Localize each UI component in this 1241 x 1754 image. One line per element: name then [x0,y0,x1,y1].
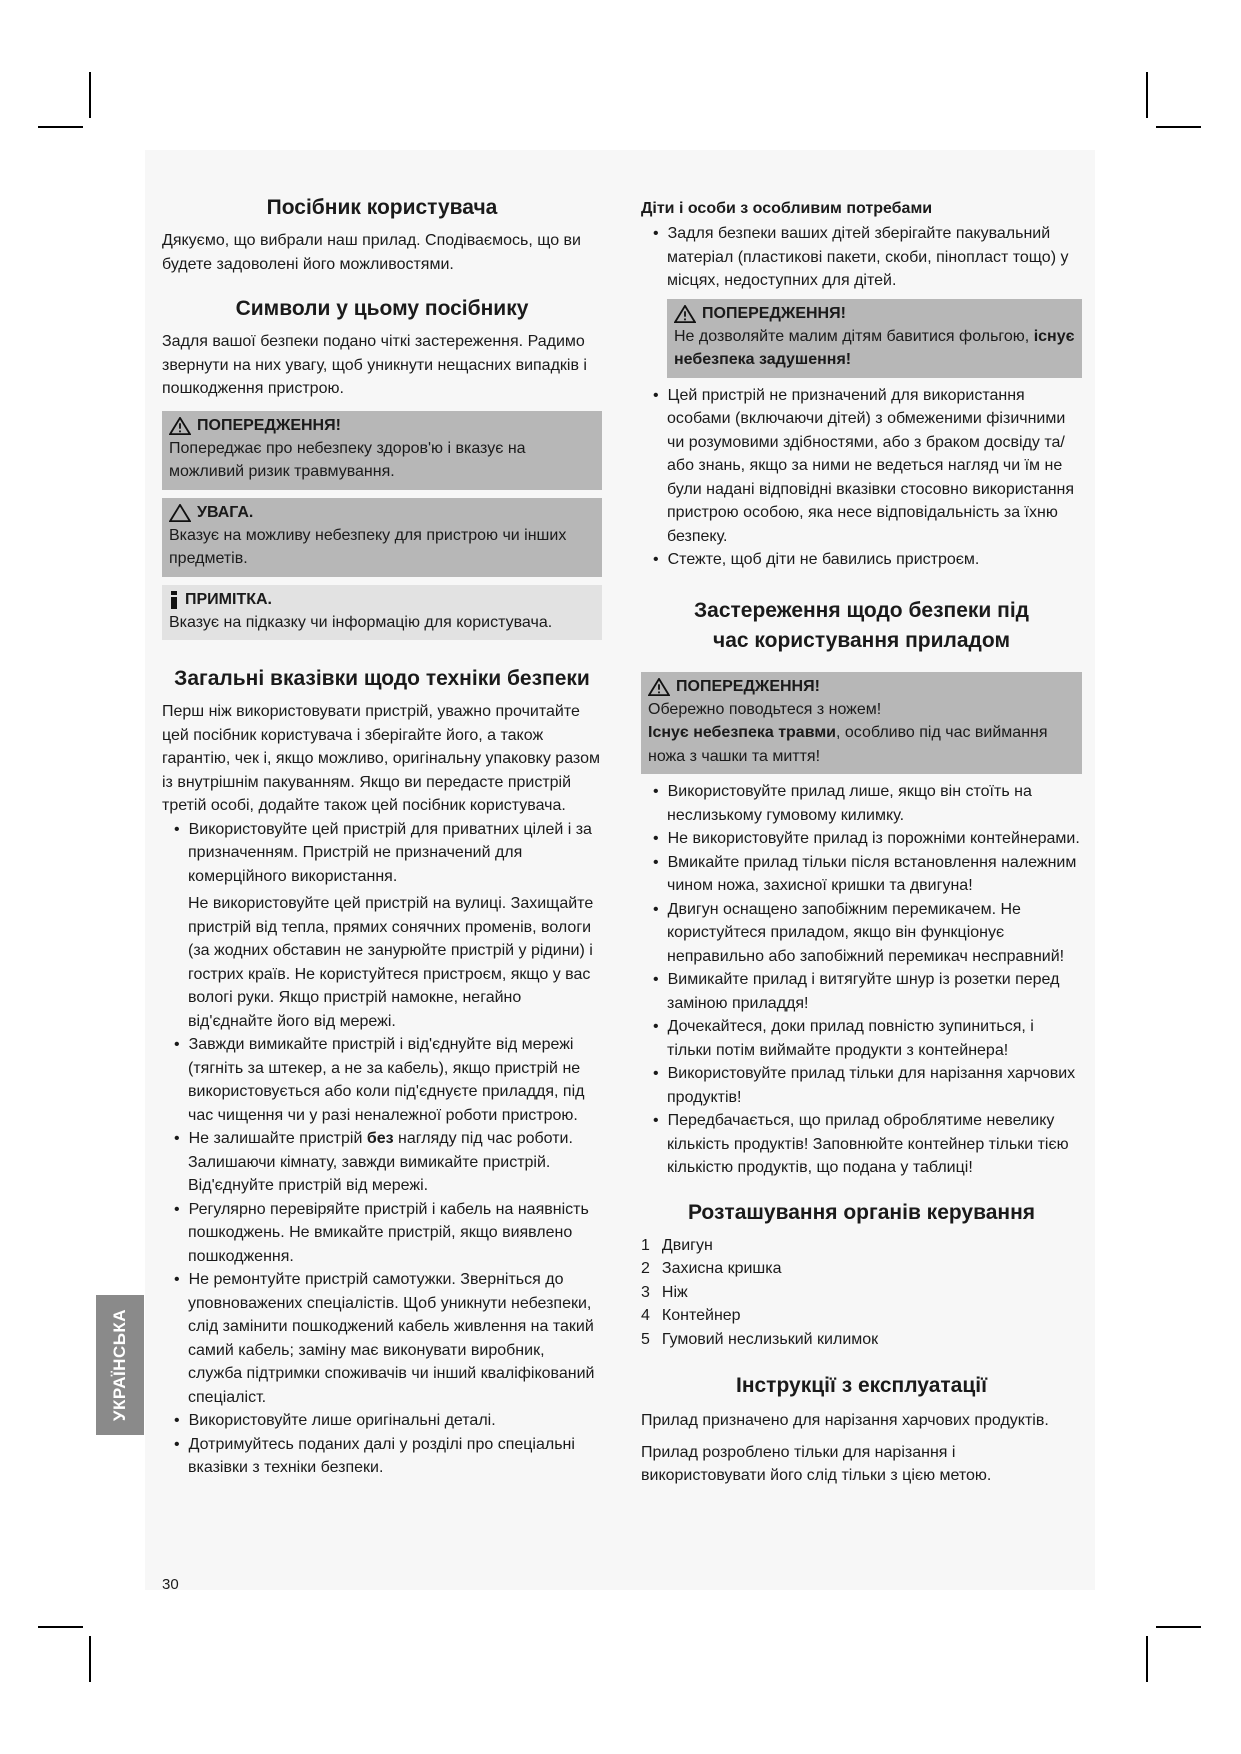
instructions-heading: Інструкції з експлуатації [735,1374,987,1397]
warning-triangle-icon [648,678,670,696]
right-column [641,198,1082,1488]
left-column [162,195,602,1480]
intro-text: Дякуємо, що вибрали наш прилад. Сподіваємось, що ви будете задоволені його можливостями. [162,232,581,273]
list-item: • Цей пристрій не призначений для використання особами (включаючи дітей) з обмеженими фізичними чи розумовими здібностями, або з браком досвіду та/або знань, якщо за ними не ведеться нагляд чи їм не були надані відповідні вказівки стосовно використання пристрою особою, яка несе відповідальність за їхню безпеку. [641,384,1082,549]
list-item: 2 Захисна кришка [641,1260,782,1277]
list-item: • Вмикайте прилад тільки після встановлення належним чином ножа, захисної кришки та двигуна! [641,851,1082,898]
instructions-text: Прилад розроблено тільки для нарізання і використовувати його слід тільки з цією метою. [641,1443,992,1484]
warning-label: ПОПЕРЕДЖЕННЯ! [197,416,341,434]
controls-list [641,1234,1082,1352]
instructions-text: Прилад призначено для нарізання харчових продуктів. [641,1412,1049,1429]
list-item: • Використовуйте прилад тільки для нарізання харчових продуктів! [641,1062,1082,1109]
usage-safety-list [641,780,1082,1180]
symbols-heading: Символи у цьому посібнику [235,297,529,320]
list-item: 4 Контейнер [641,1307,741,1324]
list-item: • Використовуйте цей пристрій для приватних цілей і за призначенням. Пристрій не призначений для комерційного використання. Не використовуйте цей пристрій на вулиці. Захищайте пристрій від тепла, прямих сонячних променів, вологи (за жодних обставин не занурюйте пристрій у рідини) і гострих країв. Не користуйтеся пристроєм, якщо у вас вологі руки. Якщо пристрій намокне, негайно від'єднайте його від мережі. [162,818,602,1034]
crop-mark [1146,1636,1148,1682]
symbols-intro: Задля вашої безпеки подано чіткі застереження. Радимо звернути на них увагу, щоб уникнути нещасних випадків і пошкодження пристрою. [162,333,587,397]
warning-box [641,672,1082,775]
list-item-continuation: Не використовуйте цей пристрій на вулиці. Захищайте пристрій від тепла, прямих сонячних променів, вологи (за жодних обставин не занурюйте пристрій у рідини) і гострих країв. Не користуйтеся пристроєм, якщо у вас вологі руки. Якщо пристрій намокне, негайно від'єднайте його від мережі. [188,895,594,1030]
caution-text: Вказує на можливу небезпеку для пристрою чи інших предметів. [169,526,567,567]
warning-text: Попереджає про небезпеку здоров'ю і вказує на можливий ризик травмування. [169,439,526,480]
page-number: 30 [162,1576,179,1593]
list-item: 5 Гумовий неслизький килимок [641,1330,879,1348]
note-text: Вказує на підказку чи інформацію для користувача. [169,613,553,631]
list-item: • Використовуйте лише оригінальні деталі. [162,1409,602,1433]
crop-mark [1156,126,1201,128]
warning-text: Існує небезпека травми, особливо під час виймання ножа з чашки та миття! [648,724,1048,765]
note-box [162,585,602,641]
children-list-cont [641,384,1082,572]
list-item: • Не залишайте пристрій без нагляду під час роботи. Залишаючи кімнату, завжди вимикайте пристрій. Від'єднуйте пристрій від мережі. [162,1127,602,1198]
warning-label: ПОПЕРЕДЖЕННЯ! [676,677,820,695]
language-tab-label: УКРАЇНСЬКА [110,1308,130,1422]
warning-triangle-icon [169,417,191,435]
list-item: • Використовуйте прилад лише, якщо він стоїть на неслизькому гумовому килимку. [641,780,1082,827]
info-icon [169,591,179,609]
list-item: • Двигун оснащено запобіжним перемикачем. Не користуйтеся приладом, якщо він функціонує неправильно або запобіжний перемикач несправний! [641,898,1082,969]
general-intro: Перш ніж використовувати пристрій, уважно прочитайте цей посібник користувача і зберігайте його, а також гарантію, чек і, якщо можливо, оригінальну упаковку разом із внутрішнім пакуванням. Якщо ви передасте пристрій третій особі, додайте також цей посібник користувача. [162,703,600,814]
warning-label: ПОПЕРЕДЖЕННЯ! [702,304,846,322]
list-item: 1 Двигун [641,1236,713,1254]
children-list [641,222,1082,293]
list-item: • Дочекайтеся, доки прилад повністю зупиниться, і тільки потім виймайте продукти з контейнера! [641,1015,1082,1062]
warning-text-line: Обережно поводьтеся з ножем! [648,700,882,718]
crop-mark [1146,72,1148,118]
list-item: • Вимикайте прилад і витягуйте шнур із розетки перед заміною приладдя! [641,968,1082,1015]
caution-label: УВАГА. [197,503,254,521]
usage-safety-heading: Застереження щодо безпеки під час користування приладом [694,598,1029,652]
warning-text: Не дозволяйте малим дітям бавитися фольгою, існує небезпека задушення! [674,327,1075,368]
list-item: • Стежте, щоб діти не бавились пристроєм. [641,548,1082,572]
warning-box [667,299,1082,378]
list-item: • Задля безпеки ваших дітей зберігайте пакувальний матеріал (пластикові пакети, скоби, пінопласт тощо) у місцях, недоступних для дітей. [641,222,1082,293]
caution-box [162,498,602,577]
list-item: • Не використовуйте прилад із порожніми контейнерами. [641,827,1082,851]
list-item: 3 Ніж [641,1283,688,1301]
list-item: • Не ремонтуйте пристрій самотужки. Зверніться до уповноважених спеціалістів. Щоб уникнути небезпеки, слід замінити пошкоджений кабель живлення на такий самий кабель; заміну має виконувати виробник, служба підтримки споживачів чи інший кваліфікований спеціаліст. [162,1268,602,1409]
caution-triangle-icon [169,504,191,522]
crop-mark [38,1626,83,1628]
language-tab [96,1295,144,1435]
crop-mark [89,72,91,118]
warning-triangle-icon [674,305,696,323]
children-heading: Діти і особи з особливим потребами [641,200,933,217]
crop-mark [1156,1626,1201,1628]
general-safety-list [162,818,602,1480]
general-safety-heading: Загальні вказівки щодо техніки безпеки [174,667,590,690]
crop-mark [89,1636,91,1682]
list-item: • Дотримуйтесь поданих далі у розділі про спеціальні вказівки з техніки безпеки. [162,1433,602,1480]
controls-heading: Розташування органів керування [687,1200,1036,1224]
warning-box [162,411,602,490]
list-item: • Завжди вимикайте пристрій і від'єднуйте від мережі (тягніть за штекер, а не за кабель), якщо пристрій не використовується або коли під'єднуєте приладдя, під час чищення чи у разі неналежної роботи пристрою. [162,1033,602,1127]
note-label: ПРИМІТКА. [185,590,272,608]
list-item: • Регулярно перевіряйте пристрій і кабель на наявність пошкоджень. Не вмикайте пристрій, якщо виявлено пошкодження. [162,1198,602,1269]
crop-mark [38,126,83,128]
manual-title: Посібник користувача [266,196,498,219]
list-item: • Передбачається, що прилад оброблятиме невелику кількість продуктів! Заповнюйте контейнер тільки тією кількістю продуктів, що подана у таблиці! [641,1109,1082,1180]
